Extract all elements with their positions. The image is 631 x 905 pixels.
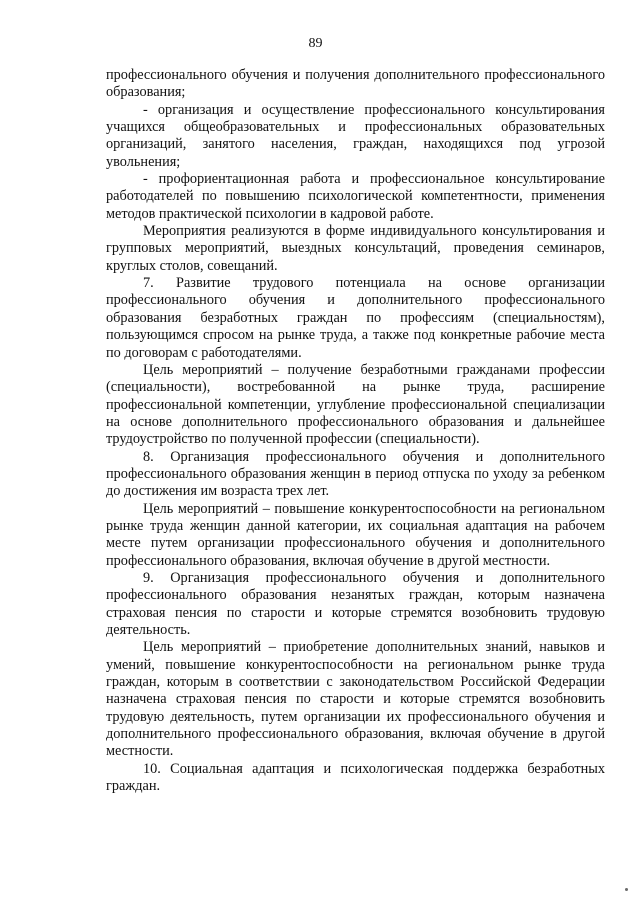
- paragraph-continuation: профессионального обучения и получения дополнительного профессионального образования;: [106, 67, 605, 101]
- paragraph-section-9-goal: Цель мероприятий – приобретение дополнительных знаний, навыков и умений, повышение конкурентоспособности на региональном рынке труда граждан, которым в соответствии с законодательством Российской Федерации назначена страховая пенсия по старости и которые стремятся возобновить трудовую деятельность, путем организации их профессионального обучения и дополнительного профессионального образования, включая обучение в другой местности.: [106, 639, 605, 760]
- paragraph-section-9: 9. Организация профессионального обучения и дополнительного профессионального образования незанятых граждан, которым назначена страховая пенсия по старости и которые стремятся возобновить трудовую деятельность.: [106, 569, 605, 638]
- paragraph-section-7-goal: Цель мероприятий – получение безработными гражданами профессии (специальности), востребованной на рынке труда, расширение профессиональной компетенции, углубление профессиональной специализации на основе дополнительного профессионального образования и дальнейшее трудоустройство по полученной профессии (специальности).: [106, 361, 605, 448]
- list-item-consulting: - организация и осуществление профессионального консультирования учащихся общеобразовательных и профессиональных образовательных организаций, занятого населения, граждан, находящихся под угрозой увольнения;: [106, 101, 605, 170]
- paragraph-implementation-forms: Мероприятия реализуются в форме индивидуального консультирования и групповых мероприятий, выездных консультаций, проведения семинаров, круглых столов, совещаний.: [106, 223, 605, 274]
- document-body: [106, 67, 605, 795]
- page-number: 89: [308, 36, 323, 51]
- paragraph-section-10: 10. Социальная адаптация и психологическая поддержка безработных граждан.: [106, 760, 605, 795]
- list-item-career-guidance: - профориентационная работа и профессиональное консультирование работодателей по повышению психологической компетентности, применения методов практической психологии в кадровой работе.: [106, 171, 605, 222]
- paragraph-section-8-goal: Цель мероприятий – повышение конкурентоспособности на региональном рынке труда женщин данной категории, их социальная адаптация на рабочем месте путем организации профессионального обучения и дополнительного профессионального образования, включая обучение в другой местности.: [106, 500, 605, 569]
- paragraph-section-8: 8. Организация профессионального обучения и дополнительного профессионального образования женщин в период отпуска по уходу за ребенком до достижения им возраста трех лет.: [106, 448, 605, 500]
- scan-dot-mark: [625, 888, 628, 891]
- paragraph-section-7: 7. Развитие трудового потенциала на основе организации профессионального обучения и дополнительного профессионального образования безработных граждан по профессиям (специальностям), пользующимся спросом на рынке труда, а также под конкретные рабочие места по договорам с работодателями.: [106, 275, 605, 361]
